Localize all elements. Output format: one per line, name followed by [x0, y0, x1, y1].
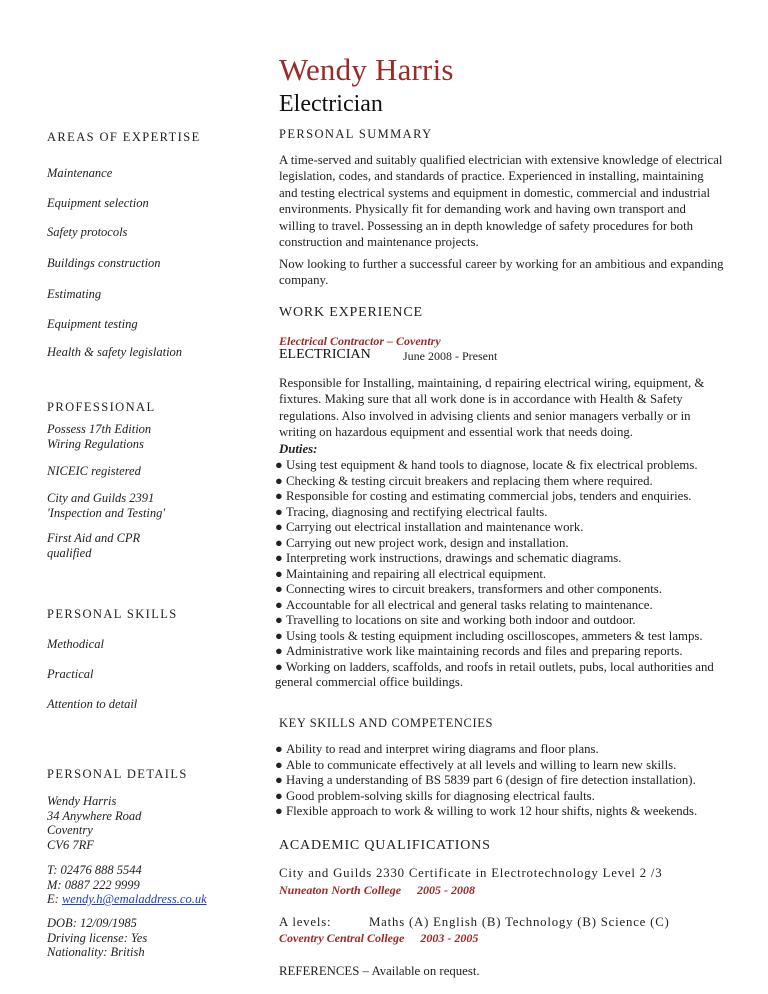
- driving-license: Driving license: Yes: [47, 930, 148, 945]
- list-item: ● Having a understanding of BS 5839 part 6 (design of fire detection installation).: [275, 773, 696, 787]
- professional-heading: PROFESSIONAL: [47, 400, 156, 414]
- expertise-item: Estimating: [47, 287, 102, 301]
- contact-block: [47, 863, 207, 907]
- list-item: ● Travelling to locations on site and working both indoor and outdoor.: [275, 613, 636, 627]
- list-item: ● Administrative work like maintaining records and files and preparing reports.: [275, 644, 683, 658]
- skill-item: Attention to detail: [47, 697, 138, 711]
- list-item: ● Working on ladders, scaffolds, and roofs in retail outlets, pubs, local authorities and general commercial office buildings.: [275, 659, 714, 689]
- qualification-1: City and Guilds 2330 Certificate in Electrotechnology Level 2 /3: [279, 866, 663, 880]
- skill-item: Practical: [47, 667, 94, 681]
- key-skills-list: [275, 742, 725, 820]
- list-item: ● Accountable for all electrical and general tasks relating to maintenance.: [275, 597, 653, 612]
- expertise-item: Equipment testing: [47, 317, 138, 331]
- expertise-item: Safety protocols: [47, 225, 128, 239]
- list-item: ● Using tools & testing equipment including oscilloscopes, ammeters & test lamps.: [275, 628, 703, 643]
- role-title: ELECTRICIAN: [279, 347, 371, 362]
- role-dates: June 2008 - Present: [403, 349, 498, 363]
- email-link[interactable]: wendy.h@emaladdress.co.uk: [61, 892, 207, 906]
- phone-mobile: M: 0887 222 9999: [47, 877, 140, 892]
- list-item: ● Carrying out new project work, design and installation.: [275, 535, 569, 550]
- list-item: ● Using test equipment & hand tools to diagnose, locate & fix electrical problems.: [275, 458, 698, 472]
- duties-label: Duties:: [279, 442, 318, 456]
- list-item: ● Interpreting work instructions, drawings and schematic diagrams.: [275, 551, 622, 565]
- expertise-item: Buildings construction: [47, 256, 161, 270]
- expertise-item: Health & safety legislation: [47, 345, 183, 359]
- duties-list: [275, 458, 725, 691]
- professional-item: Possess 17th Edition Wiring Regulations: [47, 422, 152, 451]
- list-item: ● Ability to read and interpret wiring diagrams and floor plans.: [275, 742, 599, 756]
- qualification-2-subjects: Maths (A) English (B) Technology (B) Science (C): [369, 915, 670, 929]
- summary-paragraph: A time-served and suitably qualified electrician with extensive knowledge of electrical legislation, codes, and standards of practice. Experienced in installing, maintaining and testing electrical systems and equipment in domestic, commercial and industrial environments. Physically fit for demanding work and having own transport and willing to travel. Possessing an in depth knowledge of safety procedures for both construction and maintenance projects.: [279, 153, 723, 250]
- summary-paragraph-2: Now looking to further a successful career by working for an ambitious and expanding company.: [279, 257, 724, 288]
- list-item: ● Able to communicate effectively at all levels and willing to learn new skills.: [275, 757, 677, 772]
- address-block: Wendy Harris 34 Anywhere Road Coventry CV6 7RF: [47, 794, 142, 852]
- summary-heading: PERSONAL SUMMARY: [279, 127, 433, 141]
- list-item: ● Checking & testing circuit breakers and replacing them where required.: [275, 473, 653, 488]
- phone-landline: T: 02476 888 5544: [47, 863, 142, 877]
- skills-heading: PERSONAL SKILLS: [47, 607, 178, 621]
- details-heading: PERSONAL DETAILS: [47, 767, 188, 781]
- professional-item: First Aid and CPR qualified: [47, 531, 141, 560]
- qualification-2-school: Coventry Central College 2003 - 2005: [279, 931, 479, 945]
- expertise-item: Equipment selection: [47, 196, 149, 210]
- email-line: E: wendy.h@emaladdress.co.uk: [47, 892, 207, 906]
- qualification-1-school: Nuneaton North College 2005 - 2008: [279, 883, 476, 897]
- professional-item: City and Guilds 2391 'Inspection and Testing': [47, 491, 166, 520]
- role-description: Responsible for Installing, maintaining, d repairing electrical wiring, equipment, & fixtures. Making sure that all work done is in accordance with Health & Safety regulations. Also involved in advising clients and senior managers verbally or in writing on hazardous equipment and essential work that needs doing.: [279, 376, 705, 440]
- nationality: Nationality: British: [47, 945, 145, 959]
- expertise-heading: AREAS OF EXPERTISE: [47, 130, 201, 144]
- expertise-item: Maintenance: [47, 166, 113, 180]
- list-item: ● Connecting wires to circuit breakers, transformers and other components.: [275, 582, 662, 596]
- candidate-name: Wendy Harris: [279, 52, 454, 87]
- dob: DOB: 12/09/1985: [47, 916, 137, 930]
- skill-item: Methodical: [47, 637, 104, 651]
- list-item: ● Maintaining and repairing all electrical equipment.: [275, 566, 547, 581]
- experience-heading: WORK EXPERIENCE: [279, 305, 423, 320]
- academic-heading: ACADEMIC QUALIFICATIONS: [279, 838, 491, 853]
- employer: Electrical Contractor – Coventry: [279, 334, 441, 348]
- qualification-2-label: A levels:: [279, 915, 332, 929]
- misc-details: [47, 916, 147, 960]
- list-item: ● Tracing, diagnosing and rectifying electrical faults.: [275, 504, 548, 519]
- key-skills-heading: KEY SKILLS AND COMPETENCIES: [279, 716, 494, 730]
- list-item: ● Flexible approach to work & willing to work 12 hour shifts, nights & weekends.: [275, 804, 698, 818]
- list-item: ● Responsible for costing and estimating commercial jobs, tenders and enquiries.: [275, 489, 692, 503]
- list-item: ● Good problem-solving skills for diagnosing electrical faults.: [275, 788, 595, 803]
- references-line: REFERENCES – Available on request.: [279, 964, 480, 978]
- professional-item: NICEIC registered: [47, 464, 141, 478]
- list-item: ● Carrying out electrical installation and maintenance work.: [275, 520, 584, 534]
- job-title: Electrician: [279, 91, 383, 117]
